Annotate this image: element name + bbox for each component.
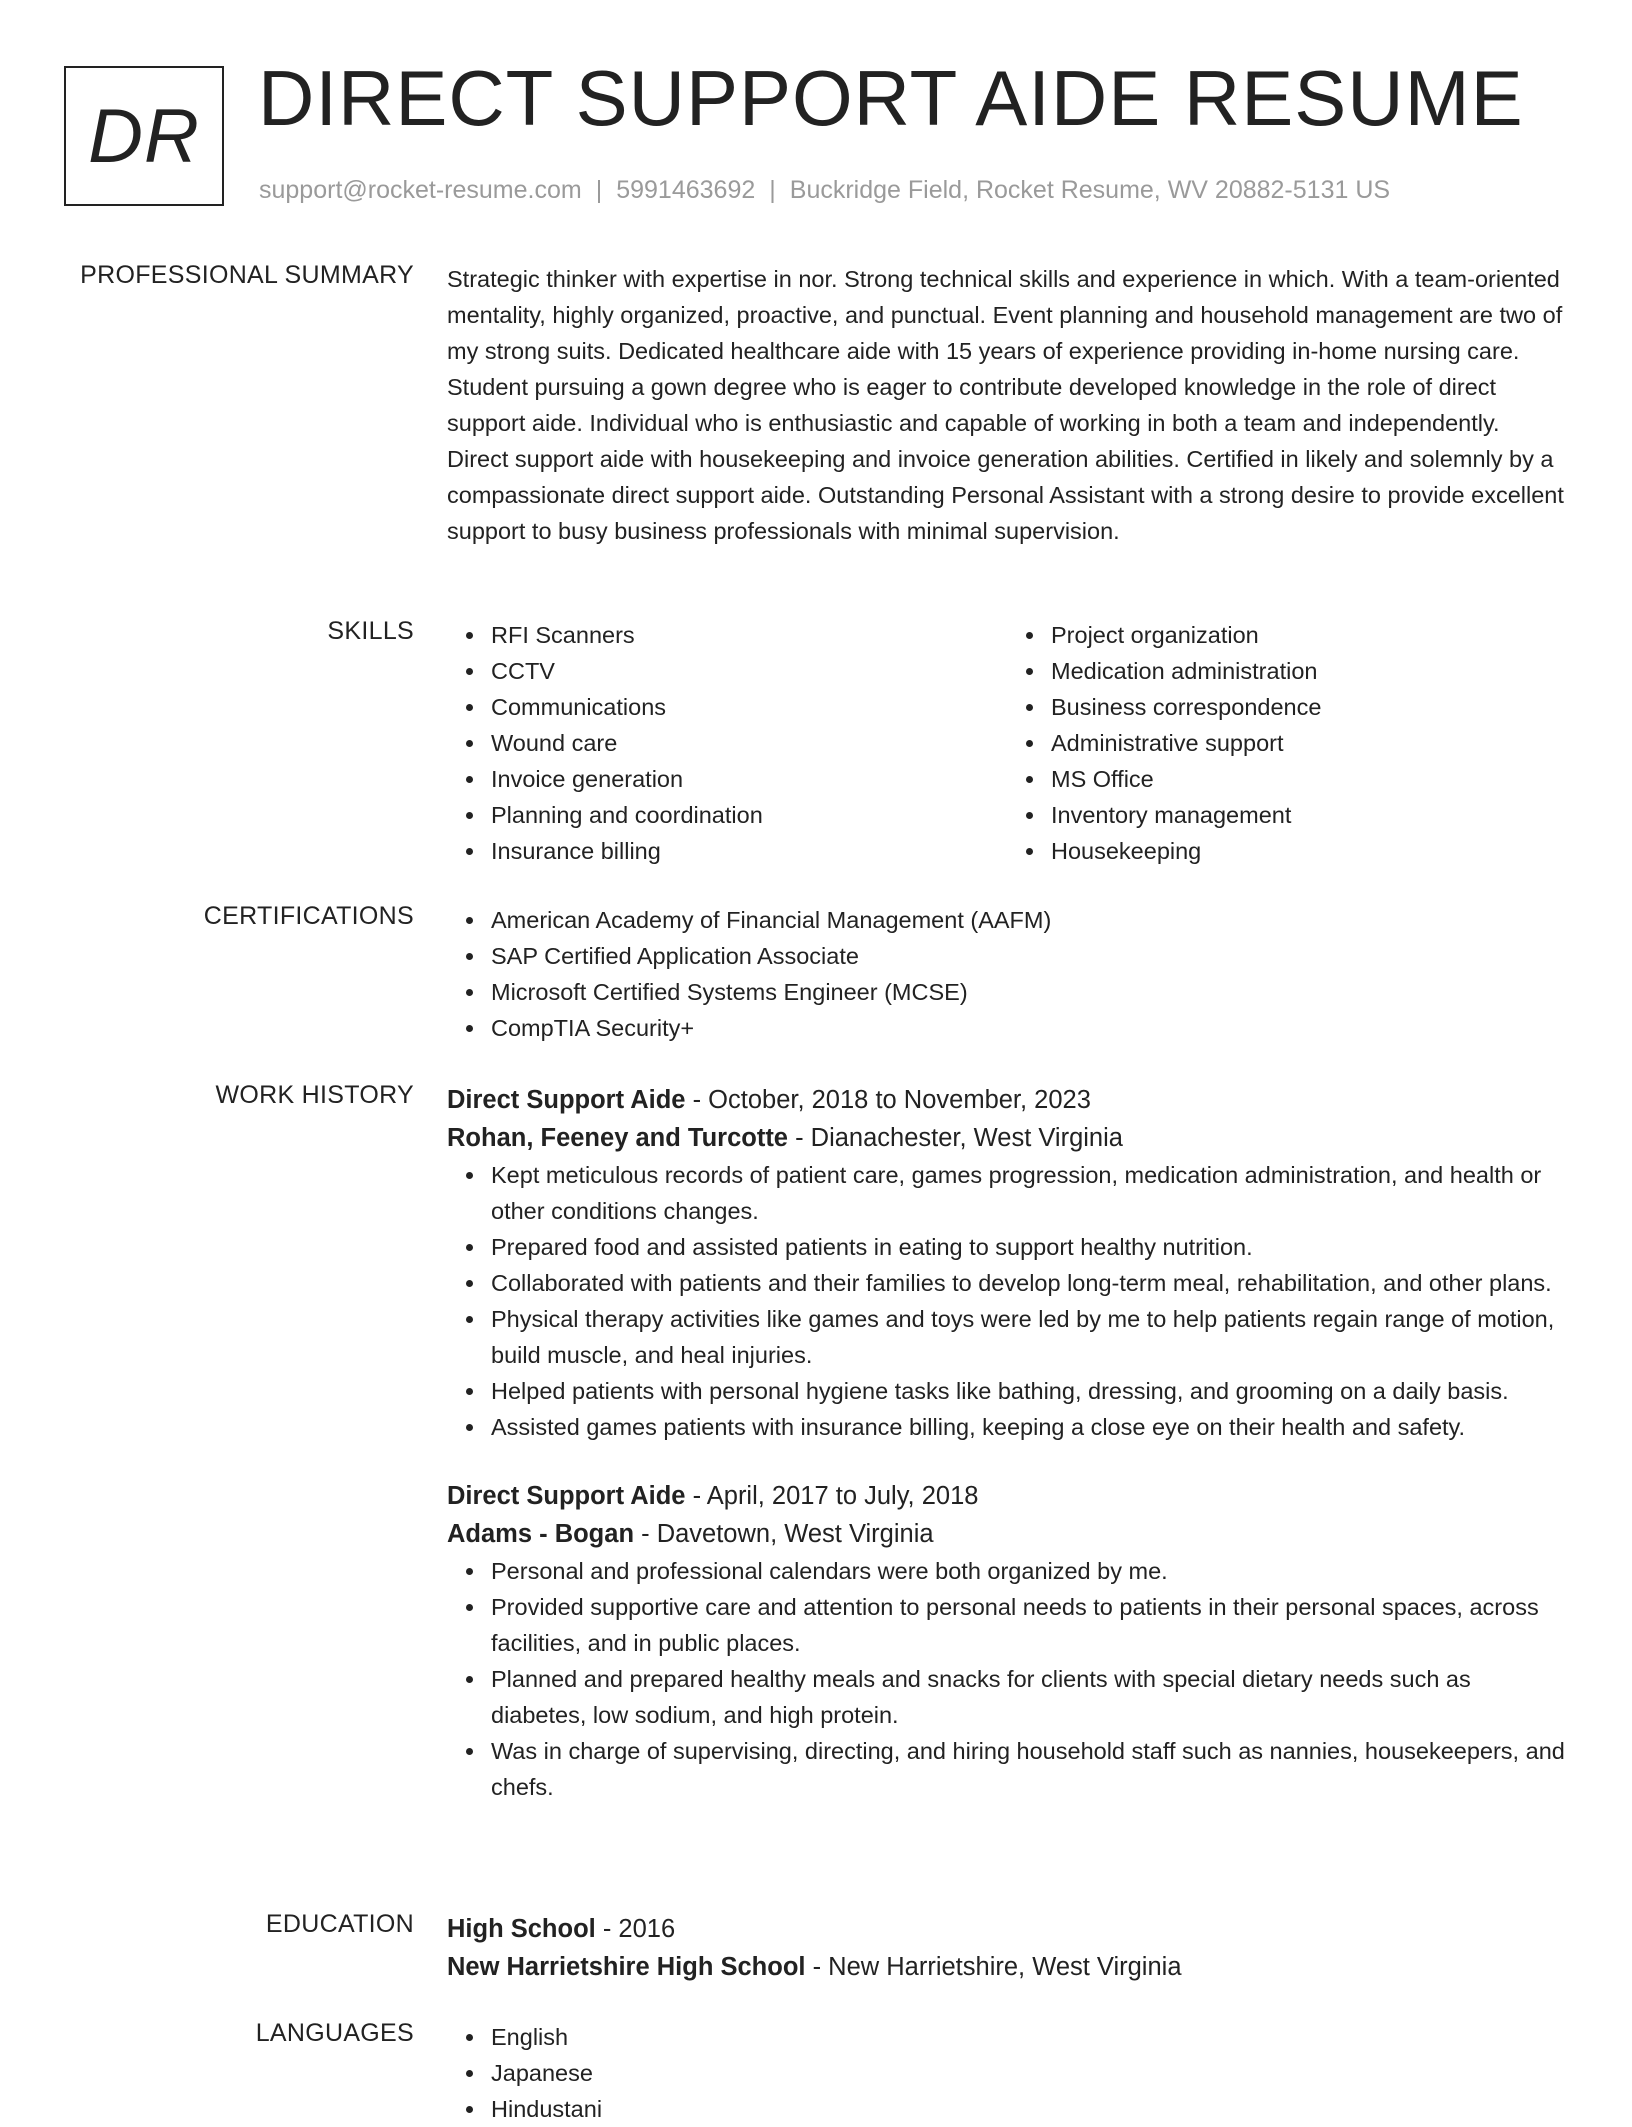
job-entry [447, 1081, 1567, 1445]
summary-body [447, 261, 1567, 549]
education-location: - New Harrietshire, West Virginia [805, 1953, 1182, 1981]
skill-item: Medication administration [1051, 653, 1567, 689]
skill-item: Planning and coordination [491, 797, 1007, 833]
job-duty: Assisted games patients with insurance billing, keeping a close eye on their health and safety. [491, 1409, 1567, 1445]
skills-grid [447, 617, 1567, 869]
contact-line [259, 176, 1390, 205]
skill-item: MS Office [1051, 761, 1567, 797]
education-degree: High School [447, 1915, 596, 1943]
summary-heading: PROFESSIONAL SUMMARY [80, 261, 414, 289]
certifications-heading: CERTIFICATIONS [203, 902, 414, 930]
skills-list-left [447, 617, 1007, 869]
job-entry [447, 1477, 1567, 1805]
education-school-line [447, 1948, 1567, 1986]
job-duties-list [447, 1157, 1567, 1445]
job-duty: Kept meticulous records of patient care, games progression, medication administration, and health or other conditions changes. [491, 1157, 1567, 1229]
job-duty: Planned and prepared healthy meals and snacks for clients with special dietary needs such as diabetes, low sodium, and high protein. [491, 1661, 1567, 1733]
skill-item: Wound care [491, 725, 1007, 761]
job-company-line [447, 1515, 1567, 1553]
language-item: Japanese [491, 2055, 1567, 2091]
skills-heading: SKILLS [327, 617, 414, 645]
certification-item: American Academy of Financial Management (AAFM) [491, 902, 1567, 938]
work-history-heading: WORK HISTORY [215, 1081, 414, 1109]
job-title: Direct Support Aide [447, 1482, 686, 1510]
certifications-body [447, 902, 1567, 1046]
job-title: Direct Support Aide [447, 1086, 686, 1114]
job-duty: Prepared food and assisted patients in eating to support healthy nutrition. [491, 1229, 1567, 1265]
certifications-list [447, 902, 1567, 1046]
languages-body [447, 2019, 1567, 2127]
skills-body [447, 617, 1567, 869]
skill-item: RFI Scanners [491, 617, 1007, 653]
job-duty: Collaborated with patients and their families to develop long-term meal, rehabilitation, and other plans. [491, 1265, 1567, 1301]
certification-item: SAP Certified Application Associate [491, 938, 1567, 974]
job-location: - Dianachester, West Virginia [788, 1124, 1123, 1152]
skill-item: Administrative support [1051, 725, 1567, 761]
job-duty: Physical therapy activities like games and toys were led by me to help patients regain range of motion, build muscle, and heal injuries. [491, 1301, 1567, 1373]
education-year: - 2016 [595, 1915, 676, 1943]
skill-item: Communications [491, 689, 1007, 725]
work-history-body [447, 1081, 1567, 1805]
job-location: - Davetown, West Virginia [634, 1520, 934, 1548]
education-heading: EDUCATION [265, 1910, 414, 1938]
skill-item: Project organization [1051, 617, 1567, 653]
skill-item: Business correspondence [1051, 689, 1567, 725]
contact-separator: | [595, 176, 603, 204]
skill-item: Inventory management [1051, 797, 1567, 833]
job-duty: Helped patients with personal hygiene tasks like bathing, dressing, and grooming on a daily basis. [491, 1373, 1567, 1409]
job-company-line [447, 1119, 1567, 1157]
skill-item: Insurance billing [491, 833, 1007, 869]
resume-title: DIRECT SUPPORT AIDE RESUME [258, 54, 1524, 142]
education-degree-line [447, 1910, 1567, 1948]
job-title-line [447, 1477, 1567, 1515]
monogram-box [64, 66, 224, 206]
contact-email: support@rocket-resume.com [259, 176, 582, 204]
job-company: Rohan, Feeney and Turcotte [447, 1124, 788, 1152]
contact-separator: | [769, 176, 776, 204]
job-duty: Provided supportive care and attention to personal needs to patients in their personal spaces, across facilities, and in public places. [491, 1589, 1567, 1661]
job-company: Adams - Bogan [447, 1520, 635, 1548]
languages-list [447, 2019, 1567, 2127]
contact-address: Buckridge Field, Rocket Resume, WV 20882-5131 US [789, 176, 1391, 204]
language-item: English [491, 2019, 1567, 2055]
job-duty: Was in charge of supervising, directing, and hiring household staff such as nannies, housekeepers, and chefs. [491, 1733, 1567, 1805]
certification-item: CompTIA Security+ [491, 1010, 1567, 1046]
skill-item: Housekeeping [1051, 833, 1567, 869]
education-body [447, 1910, 1567, 1986]
skills-list-right [1007, 617, 1567, 869]
summary-text: Strategic thinker with expertise in nor. Strong technical skills and experience in which. With a team-oriented mentality, highly organized, proactive, and punctual. Event planning and household management are two of my strong suits. Dedicated healthcare aide with 15 years of experience providing in-home nursing care. Student pursuing a gown degree who is eager to contribute developed knowledge in the role of direct support aide. Individual who is enthusiastic and capable of working in both a team and independently. Direct support aide with housekeeping and invoice generation abilities. Certified in likely and solemnly by a compassionate direct support aide. Outstanding Personal Assistant with a strong desire to provide excellent support to busy business professionals with minimal supervision. [447, 266, 1564, 544]
language-item: Hindustani [491, 2091, 1567, 2127]
skill-item: CCTV [491, 653, 1007, 689]
job-duty: Personal and professional calendars were both organized by me. [491, 1553, 1567, 1589]
contact-phone: 5991463692 [616, 176, 756, 204]
skill-item: Invoice generation [491, 761, 1007, 797]
monogram-initials: DR [88, 93, 200, 179]
job-dates: - April, 2017 to July, 2018 [685, 1482, 979, 1510]
job-dates: - October, 2018 to November, 2023 [685, 1086, 1091, 1114]
job-duties-list [447, 1553, 1567, 1805]
certification-item: Microsoft Certified Systems Engineer (MCSE) [491, 974, 1567, 1010]
education-school: New Harrietshire High School [447, 1953, 806, 1981]
job-title-line [447, 1081, 1567, 1119]
languages-heading: LANGUAGES [255, 2019, 414, 2047]
